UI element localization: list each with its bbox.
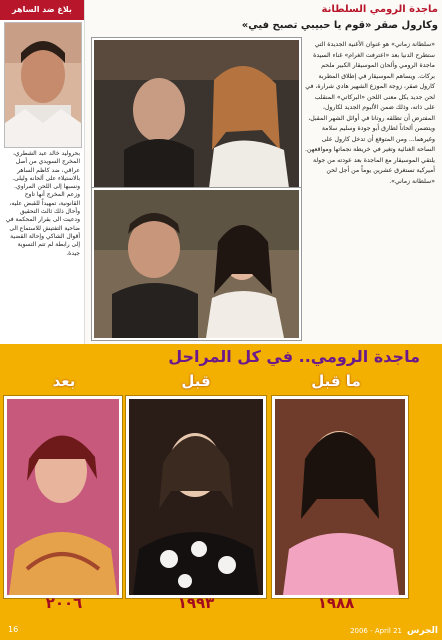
article-photo-top <box>92 38 301 190</box>
gallery-label-before-before: ما قبل <box>311 372 361 390</box>
article-photo-bottom <box>92 188 301 340</box>
page-footer <box>0 620 442 640</box>
sidebar-portrait-photo <box>4 22 82 148</box>
gallery-photo-1988 <box>272 396 408 598</box>
gallery-label-after: بعد <box>52 372 76 390</box>
gallery-photo-2006 <box>4 396 122 598</box>
gallery-year-1993: ١٩٩٣ <box>177 594 215 612</box>
gallery-photo-1993 <box>126 396 266 598</box>
magazine-brand: الجرس <box>407 626 438 636</box>
sidebar-text: بحروليد خالد عبد الشطري، المخرج السويدي من أصل عراقي، ضد كاظم الساهر بالاستيلاء على ألحانه وليلى. ونسبها إلى اللحن المراوي. وزعم المخرج أنها تاوح القانونية، تمهيداً للقبض عليه، وأحال ذلك ثالث التحقيق ودعيت الى بقرار المحكمة في ضاحية التفتيش للاستماع الى أقوال الشاكي وإحالة القضية إلى رابطة لم تتم التسوية جيدة. <box>5 150 80 257</box>
sidebar-header: بلاغ ضد الساهر <box>0 0 84 20</box>
gallery-year-2006: ٢٠٠٦ <box>45 594 83 612</box>
article-title-line2: وكارول صقر «قوم يا حبيبي تصبح فيي» <box>241 20 438 31</box>
gallery-year-1988: ١٩٨٨ <box>317 594 355 612</box>
gallery-heading: ماجدة الرومي.. في كل المراحل <box>168 347 420 366</box>
page-number: 16 <box>8 625 19 634</box>
article-body: «سلطانة زماني» هو عنوان الأغنية الجديدة التي ستطرح الدنيا بعد «اعترفت الغرام» غناء السيدة ماجدة الرومي وألحان الموسيقار الكبير ملحم بركات. ويساهم الموسيقار في إطلاق المطربة كارول صقر، زوجة الموزع الشهير هادي شرارة، في لحن جديد يكل معنى اللحن «البركاتي» المنقلب على ذاته، وذلك ضمن الألبوم الجديد لكارول، المفترض أن تطلقه روتانا في أوائل الشهر المقبل، ويتضمن ألحاناً لطارق أبو جودة وسليم سلامة وغيرهما... ومن المتوقع أن تدخل كارول على الساحة الغنائية وتغير في خريطة نجماتها ومواقعهن. يلتقي الموسيقار مع الماجدة بعد عودته من جولة أميركية تستغرق عشرين يوماً من أجل لحن «سلطانة زماني». <box>305 41 435 185</box>
article-title-line1: ماجدة الرومي السلطانة <box>321 4 438 15</box>
issue-date: 2006 - April 21 <box>350 627 402 635</box>
sidebar-column <box>0 0 85 344</box>
article-title <box>98 2 438 36</box>
gallery-label-before: قبل <box>181 372 211 390</box>
